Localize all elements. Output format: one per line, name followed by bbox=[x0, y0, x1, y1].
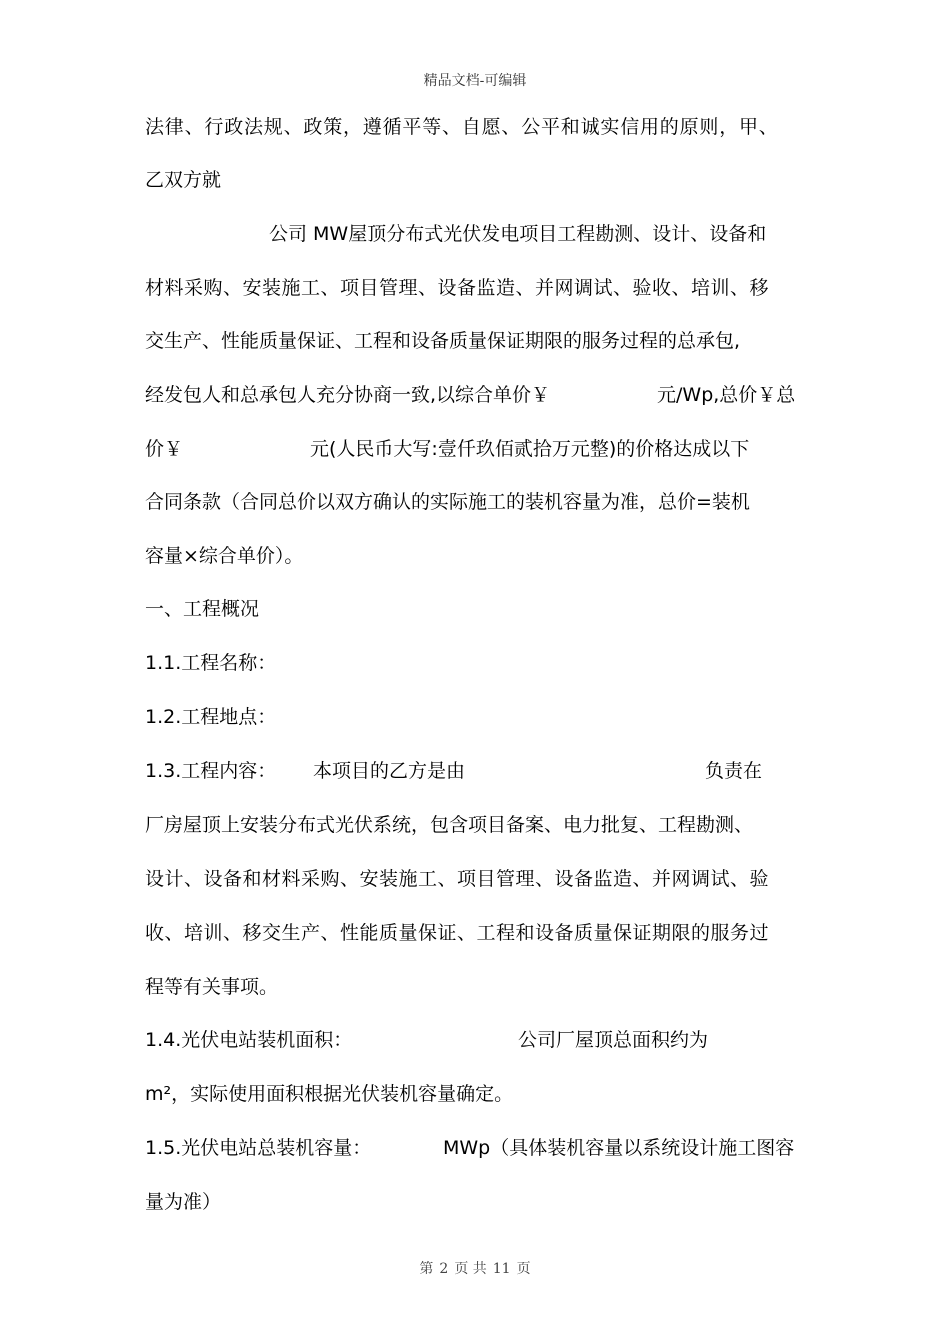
item-line: 1.1.工程名称： bbox=[145, 652, 277, 674]
body-line: m²，实际使用面积根据光伏装机容量确定。 bbox=[145, 1083, 514, 1105]
body-line: 厂房屋顶上安装分布式光伏系统，包含项目备案、电力批复、工程勘测、 bbox=[145, 814, 754, 836]
footer-suffix: 页 bbox=[516, 1261, 531, 1277]
body-line: 法律、行政法规、政策，遵循平等、自愿、公平和诚实信用的原则，甲、 bbox=[145, 116, 779, 138]
body-line: 乙双方就 bbox=[145, 169, 222, 191]
page-header: 精品文档-可编辑 bbox=[423, 73, 527, 89]
body-line: 公司厂屋顶总面积约为 bbox=[518, 1029, 709, 1051]
body-line: 合同条款（合同总价以双方确认的实际施工的装机容量为准，总价=装机 bbox=[145, 491, 750, 513]
footer-page-number: 2 bbox=[439, 1261, 449, 1277]
footer-total-pages: 11 bbox=[492, 1261, 511, 1277]
body-line: 量为准） bbox=[145, 1191, 222, 1213]
body-line: 设计、设备和材料采购、安装施工、项目管理、设备监造、并网调试、验 bbox=[145, 868, 770, 890]
body-line: 元(人民币大写:壹仟玖佰贰拾万元整)的价格达成以下 bbox=[310, 438, 750, 460]
body-line: 收、培训、移交生产、性能质量保证、工程和设备质量保证期限的服务过 bbox=[145, 922, 770, 944]
item-line: 1.2.工程地点： bbox=[145, 706, 277, 728]
body-line: 公司 MW屋顶分布式光伏发电项目工程勘测、设计、设备和 bbox=[269, 223, 767, 245]
body-line: 程等有关事项。 bbox=[145, 976, 279, 998]
body-line: 元/Wp,总价￥总 bbox=[657, 384, 796, 406]
page-footer bbox=[0, 1258, 950, 1278]
body-line: 负责在 bbox=[705, 760, 763, 782]
body-line: 本项目的乙方是由 bbox=[313, 760, 466, 782]
body-line: 交生产、性能质量保证、工程和设备质量保证期限的服务过程的总承包, bbox=[145, 330, 741, 352]
item-line: 1.3.工程内容： bbox=[145, 760, 277, 782]
body-line: 容量×综合单价）。 bbox=[145, 545, 304, 567]
item-line: 1.4.光伏电站装机面积： bbox=[145, 1029, 353, 1051]
body-line: MWp（具体装机容量以系统设计施工图容 bbox=[443, 1137, 795, 1159]
footer-mid: 页 共 bbox=[454, 1261, 487, 1277]
section-heading: 一、工程概况 bbox=[145, 598, 260, 620]
body-line: 材料采购、安装施工、项目管理、设备监造、并网调试、验收、培训、移 bbox=[145, 277, 770, 299]
footer-prefix: 第 bbox=[419, 1261, 434, 1277]
item-line: 1.5.光伏电站总装机容量： bbox=[145, 1137, 372, 1159]
body-line: 经发包人和总承包人充分协商一致,以综合单价￥ bbox=[145, 384, 551, 406]
body-line: 价￥ bbox=[145, 438, 184, 460]
